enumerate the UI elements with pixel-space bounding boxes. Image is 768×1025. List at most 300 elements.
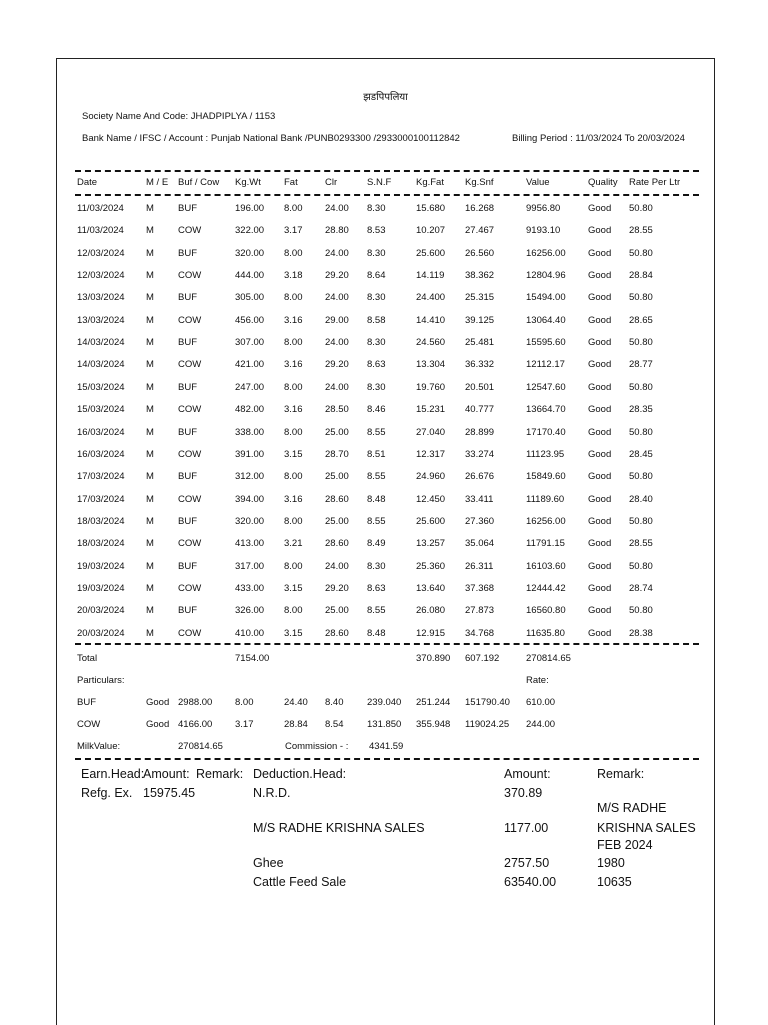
table-cell: 15.231 bbox=[416, 404, 446, 416]
table-cell: 8.64 bbox=[367, 270, 386, 282]
deduction-amount: 370.89 bbox=[504, 786, 543, 800]
col-date-header: Date bbox=[77, 177, 98, 188]
table-cell: COW bbox=[178, 225, 202, 237]
table-cell: 8.00 bbox=[284, 560, 303, 572]
table-cell: Good bbox=[588, 314, 612, 326]
table-cell: 9956.80 bbox=[526, 203, 561, 214]
table-cell: 50.80 bbox=[629, 515, 653, 527]
table-cell: 17/03/2024 bbox=[77, 471, 125, 483]
table-cell: COW bbox=[178, 627, 202, 639]
table-cell: 50.80 bbox=[629, 337, 653, 349]
col-bufcow-header: Buf / Cow bbox=[178, 177, 220, 188]
summary-cell: 131.850 bbox=[367, 719, 402, 730]
table-cell: 29.00 bbox=[325, 314, 349, 326]
table-cell: 3.18 bbox=[284, 270, 303, 282]
table-cell: 28.65 bbox=[629, 314, 653, 326]
table-cell: M bbox=[146, 225, 154, 237]
table-cell: 3.15 bbox=[284, 582, 303, 594]
deduction-remark: 10635 bbox=[597, 875, 632, 889]
deduction-remark-line: KRISHNA SALES bbox=[597, 821, 696, 835]
table-cell: 16560.80 bbox=[526, 605, 566, 617]
table-cell: 28.55 bbox=[629, 225, 653, 237]
table-cell: 40.777 bbox=[465, 404, 495, 416]
summary-cell: 251.244 bbox=[416, 697, 451, 708]
table-cell: 50.80 bbox=[629, 471, 653, 483]
table-cell: 196.00 bbox=[235, 203, 265, 214]
table-cell: Good bbox=[588, 292, 612, 304]
bill-sheet bbox=[56, 58, 715, 1025]
table-cell: 20/03/2024 bbox=[77, 627, 125, 639]
table-cell: 11123.95 bbox=[526, 448, 565, 460]
table-cell: 8.30 bbox=[367, 292, 386, 304]
deduction-remark-line: M/S RADHE bbox=[597, 801, 667, 815]
summary-cell: 355.948 bbox=[416, 719, 451, 730]
table-cell: 338.00 bbox=[235, 426, 265, 438]
table-cell: 38.362 bbox=[465, 270, 495, 282]
table-cell: M bbox=[146, 270, 154, 282]
summary-cell: 151790.40 bbox=[465, 697, 510, 708]
table-cell: 8.30 bbox=[367, 381, 386, 393]
table-cell: 24.960 bbox=[416, 471, 446, 483]
table-cell: Good bbox=[588, 359, 612, 371]
table-cell: 28.84 bbox=[629, 270, 653, 282]
table-cell: Good bbox=[588, 337, 612, 349]
table-cell: COW bbox=[178, 270, 202, 282]
table-cell: 8.30 bbox=[367, 247, 386, 259]
table-cell: 26.080 bbox=[416, 605, 446, 617]
table-cell: 24.00 bbox=[325, 381, 349, 393]
table-cell: 14.119 bbox=[416, 270, 445, 282]
table-cell: 25.00 bbox=[325, 426, 349, 438]
divider bbox=[75, 643, 699, 645]
table-cell: 50.80 bbox=[629, 381, 653, 393]
table-cell: 8.48 bbox=[367, 493, 386, 505]
table-cell: 8.00 bbox=[284, 515, 303, 527]
table-cell: 19.760 bbox=[416, 381, 446, 393]
summary-cell: 610.00 bbox=[526, 697, 556, 708]
table-cell: 12.915 bbox=[416, 627, 446, 639]
table-cell: 11635.80 bbox=[526, 627, 565, 639]
table-cell: 16103.60 bbox=[526, 560, 566, 572]
total-kgfat: 370.890 bbox=[416, 653, 451, 664]
table-cell: 14/03/2024 bbox=[77, 359, 125, 371]
table-cell: 16256.00 bbox=[526, 515, 566, 527]
table-cell: 394.00 bbox=[235, 493, 265, 505]
table-cell: 16/03/2024 bbox=[77, 448, 125, 460]
table-cell: 15/03/2024 bbox=[77, 381, 125, 393]
table-cell: COW bbox=[178, 314, 202, 326]
table-cell: Good bbox=[588, 225, 612, 237]
table-cell: 9193.10 bbox=[526, 225, 561, 237]
table-cell: 25.315 bbox=[465, 292, 495, 304]
total-kgsnf: 607.192 bbox=[465, 653, 500, 664]
table-cell: 8.00 bbox=[284, 203, 303, 214]
table-cell: 27.040 bbox=[416, 426, 446, 438]
table-cell: 307.00 bbox=[235, 337, 265, 349]
table-cell: 28.60 bbox=[325, 538, 349, 550]
commission-label: Commission - : bbox=[285, 741, 349, 752]
deduction-head: M/S RADHE KRISHNA SALES bbox=[253, 821, 425, 835]
table-cell: 37.368 bbox=[465, 582, 495, 594]
total-kgwt: 7154.00 bbox=[235, 653, 270, 664]
table-cell: Good bbox=[588, 582, 612, 594]
table-cell: 320.00 bbox=[235, 515, 265, 527]
milkvalue: 270814.65 bbox=[178, 741, 223, 752]
deduction-remark-line: FEB 2024 bbox=[597, 838, 653, 852]
table-cell: COW bbox=[178, 448, 202, 460]
table-cell: 50.80 bbox=[629, 426, 653, 438]
table-cell: 19/03/2024 bbox=[77, 582, 125, 594]
table-cell: 14/03/2024 bbox=[77, 337, 125, 349]
table-cell: 10.207 bbox=[416, 225, 446, 237]
divider bbox=[75, 758, 699, 760]
table-cell: 16.268 bbox=[465, 203, 495, 214]
table-cell: 28.50 bbox=[325, 404, 349, 416]
table-cell: 444.00 bbox=[235, 270, 265, 282]
table-cell: 11189.60 bbox=[526, 493, 565, 505]
table-cell: BUF bbox=[178, 426, 197, 438]
deduction-remark-header: Remark: bbox=[597, 767, 645, 781]
summary-cell: Good bbox=[146, 719, 170, 730]
table-cell: 26.676 bbox=[465, 471, 495, 483]
table-cell: 33.274 bbox=[465, 448, 495, 460]
table-cell: 8.63 bbox=[367, 582, 386, 594]
summary-cell: 28.84 bbox=[284, 719, 308, 730]
table-cell: Good bbox=[588, 627, 612, 639]
table-cell: 247.00 bbox=[235, 381, 265, 393]
table-cell: Good bbox=[588, 515, 612, 527]
table-cell: 326.00 bbox=[235, 605, 265, 617]
table-cell: 12.317 bbox=[416, 448, 446, 460]
summary-cell: 24.40 bbox=[284, 697, 308, 708]
table-cell: 28.74 bbox=[629, 582, 653, 594]
summary-cell: 119024.25 bbox=[465, 719, 510, 730]
col-kgwt-header: Kg.Wt bbox=[235, 177, 261, 188]
table-cell: M bbox=[146, 515, 154, 527]
table-cell: 25.481 bbox=[465, 337, 495, 349]
col-rate-header: Rate Per Ltr bbox=[629, 177, 681, 188]
table-cell: Good bbox=[588, 270, 612, 282]
table-cell: Good bbox=[588, 247, 612, 259]
table-cell: BUF bbox=[178, 560, 197, 572]
table-cell: Good bbox=[588, 404, 612, 416]
table-cell: BUF bbox=[178, 337, 197, 349]
table-cell: M bbox=[146, 471, 154, 483]
table-cell: 20/03/2024 bbox=[77, 605, 125, 617]
table-cell: 16256.00 bbox=[526, 247, 566, 259]
summary-cell: 2988.00 bbox=[178, 697, 213, 708]
table-cell: 16/03/2024 bbox=[77, 426, 125, 438]
table-cell: 24.00 bbox=[325, 560, 349, 572]
table-cell: 3.16 bbox=[284, 404, 303, 416]
table-cell: 12547.60 bbox=[526, 381, 566, 393]
table-cell: 413.00 bbox=[235, 538, 265, 550]
table-cell: 3.16 bbox=[284, 359, 303, 371]
table-cell: M bbox=[146, 247, 154, 259]
table-cell: 8.48 bbox=[367, 627, 386, 639]
table-cell: 39.125 bbox=[465, 314, 495, 326]
col-me-header: M / E bbox=[146, 177, 169, 188]
earn-amount-header: Amount: bbox=[143, 767, 190, 781]
table-cell: 12804.96 bbox=[526, 270, 566, 282]
rate-label: Rate: bbox=[526, 675, 549, 686]
table-cell: 25.00 bbox=[325, 605, 349, 617]
table-cell: M bbox=[146, 337, 154, 349]
table-cell: 8.00 bbox=[284, 471, 303, 483]
table-cell: Good bbox=[588, 448, 612, 460]
table-cell: 28.38 bbox=[629, 627, 653, 639]
table-cell: 28.45 bbox=[629, 448, 653, 460]
total-value: 270814.65 bbox=[526, 653, 571, 664]
table-cell: 421.00 bbox=[235, 359, 265, 371]
table-cell: 8.55 bbox=[367, 426, 386, 438]
table-cell: COW bbox=[178, 359, 202, 371]
summary-cell: 3.17 bbox=[235, 719, 254, 730]
table-cell: 8.58 bbox=[367, 314, 386, 326]
deduction-amount: 63540.00 bbox=[504, 875, 557, 889]
table-cell: 24.560 bbox=[416, 337, 446, 349]
table-cell: 410.00 bbox=[235, 627, 265, 639]
summary-cell: COW bbox=[77, 719, 101, 730]
table-cell: 25.600 bbox=[416, 247, 446, 259]
table-cell: 305.00 bbox=[235, 292, 265, 304]
table-cell: M bbox=[146, 560, 154, 572]
table-cell: 8.00 bbox=[284, 337, 303, 349]
table-cell: 14.410 bbox=[416, 314, 446, 326]
table-cell: 50.80 bbox=[629, 247, 653, 259]
table-cell: 391.00 bbox=[235, 448, 265, 460]
summary-cell: 8.40 bbox=[325, 697, 344, 708]
table-cell: 8.30 bbox=[367, 337, 386, 349]
table-cell: 8.30 bbox=[367, 560, 386, 572]
earn-head: Refg. Ex. bbox=[81, 786, 133, 800]
table-cell: 12/03/2024 bbox=[77, 270, 125, 282]
table-cell: 312.00 bbox=[235, 471, 265, 483]
table-cell: 12.450 bbox=[416, 493, 446, 505]
table-cell: 27.467 bbox=[465, 225, 495, 237]
table-cell: 15849.60 bbox=[526, 471, 566, 483]
earn-amount: 15975.45 bbox=[143, 786, 196, 800]
summary-cell: Good bbox=[146, 697, 170, 708]
table-cell: M bbox=[146, 538, 154, 550]
table-cell: 50.80 bbox=[629, 203, 653, 214]
table-cell: 18/03/2024 bbox=[77, 515, 125, 527]
table-cell: 8.46 bbox=[367, 404, 386, 416]
col-kgsnf-header: Kg.Snf bbox=[465, 177, 494, 188]
table-cell: M bbox=[146, 493, 154, 505]
table-cell: 456.00 bbox=[235, 314, 265, 326]
table-cell: 8.00 bbox=[284, 381, 303, 393]
table-cell: 8.00 bbox=[284, 292, 303, 304]
table-cell: 26.560 bbox=[465, 247, 495, 259]
table-cell: Good bbox=[588, 471, 612, 483]
table-cell: M bbox=[146, 314, 154, 326]
col-quality-header: Quality bbox=[588, 177, 618, 188]
table-cell: 27.360 bbox=[465, 515, 495, 527]
milkvalue-label: MilkValue: bbox=[77, 741, 121, 752]
table-cell: 8.53 bbox=[367, 225, 386, 237]
table-cell: 8.55 bbox=[367, 471, 386, 483]
table-cell: M bbox=[146, 203, 154, 214]
table-cell: 28.899 bbox=[465, 426, 495, 438]
table-cell: M bbox=[146, 627, 154, 639]
table-cell: 13.304 bbox=[416, 359, 446, 371]
table-cell: 15494.00 bbox=[526, 292, 566, 304]
table-cell: 50.80 bbox=[629, 292, 653, 304]
table-cell: BUF bbox=[178, 515, 197, 527]
table-cell: 15.680 bbox=[416, 203, 446, 214]
table-cell: 25.00 bbox=[325, 515, 349, 527]
col-clr-header: Clr bbox=[325, 177, 338, 188]
table-cell: 15595.60 bbox=[526, 337, 566, 349]
col-kgfat-header: Kg.Fat bbox=[416, 177, 444, 188]
table-cell: 482.00 bbox=[235, 404, 265, 416]
bank-details: Bank Name / IFSC / Account : Punjab National Bank /PUNB0293300 /2933000100112842 bbox=[82, 133, 460, 144]
table-cell: 17/03/2024 bbox=[77, 493, 125, 505]
deduction-head-header: Deduction.Head: bbox=[253, 767, 347, 781]
table-cell: 3.15 bbox=[284, 448, 303, 460]
table-cell: BUF bbox=[178, 381, 197, 393]
table-cell: 320.00 bbox=[235, 247, 265, 259]
table-cell: 322.00 bbox=[235, 225, 265, 237]
table-cell: 433.00 bbox=[235, 582, 265, 594]
table-cell: 29.20 bbox=[325, 270, 349, 282]
table-cell: 11/03/2024 bbox=[77, 203, 124, 214]
table-cell: 13/03/2024 bbox=[77, 292, 125, 304]
table-cell: 28.60 bbox=[325, 493, 349, 505]
table-cell: M bbox=[146, 381, 154, 393]
table-cell: 29.20 bbox=[325, 582, 349, 594]
table-cell: 12444.42 bbox=[526, 582, 566, 594]
table-cell: M bbox=[146, 582, 154, 594]
table-cell: 11/03/2024 bbox=[77, 225, 124, 237]
table-cell: 26.311 bbox=[465, 560, 494, 572]
deduction-remark: 1980 bbox=[597, 856, 625, 870]
table-cell: BUF bbox=[178, 247, 197, 259]
table-cell: BUF bbox=[178, 605, 197, 617]
deduction-amount-header: Amount: bbox=[504, 767, 551, 781]
table-cell: 8.00 bbox=[284, 605, 303, 617]
table-cell: 28.40 bbox=[629, 493, 653, 505]
table-cell: 24.400 bbox=[416, 292, 446, 304]
table-cell: 33.411 bbox=[465, 493, 494, 505]
table-cell: 28.60 bbox=[325, 627, 349, 639]
table-cell: Good bbox=[588, 538, 612, 550]
table-cell: 24.00 bbox=[325, 292, 349, 304]
table-cell: 24.00 bbox=[325, 247, 349, 259]
deduction-head: N.R.D. bbox=[253, 786, 291, 800]
table-cell: 13.257 bbox=[416, 538, 446, 550]
table-cell: 13.640 bbox=[416, 582, 446, 594]
table-cell: 50.80 bbox=[629, 605, 653, 617]
deduction-head: Cattle Feed Sale bbox=[253, 875, 347, 889]
table-cell: 15/03/2024 bbox=[77, 404, 125, 416]
table-cell: 25.600 bbox=[416, 515, 446, 527]
table-cell: 8.63 bbox=[367, 359, 386, 371]
summary-cell: BUF bbox=[77, 697, 96, 708]
col-fat-header: Fat bbox=[284, 177, 298, 188]
summary-cell: 244.00 bbox=[526, 719, 556, 730]
table-cell: 17170.40 bbox=[526, 426, 566, 438]
table-cell: 13/03/2024 bbox=[77, 314, 125, 326]
table-cell: 317.00 bbox=[235, 560, 265, 572]
table-cell: 28.55 bbox=[629, 538, 653, 550]
table-cell: 36.332 bbox=[465, 359, 495, 371]
table-cell: 18/03/2024 bbox=[77, 538, 125, 550]
col-snf-header: S.N.F bbox=[367, 177, 392, 188]
total-label: Total bbox=[77, 653, 98, 664]
table-cell: Good bbox=[588, 381, 612, 393]
deduction-amount: 1177.00 bbox=[504, 821, 549, 835]
table-cell: BUF bbox=[178, 292, 197, 304]
summary-cell: 8.54 bbox=[325, 719, 344, 730]
table-cell: 20.501 bbox=[465, 381, 495, 393]
table-cell: Good bbox=[588, 605, 612, 617]
table-cell: 3.17 bbox=[284, 225, 303, 237]
divider bbox=[75, 170, 699, 172]
table-cell: 25.360 bbox=[416, 560, 446, 572]
society-title: झडपिपलिया bbox=[363, 92, 408, 103]
table-cell: 3.16 bbox=[284, 314, 303, 326]
table-cell: Good bbox=[588, 426, 612, 438]
table-cell: 50.80 bbox=[629, 560, 653, 572]
earn-remark-header: Remark: bbox=[196, 767, 244, 781]
table-cell: COW bbox=[178, 538, 202, 550]
summary-cell: 4166.00 bbox=[178, 719, 213, 730]
deduction-head: Ghee bbox=[253, 856, 284, 870]
table-cell: 24.00 bbox=[325, 203, 349, 214]
table-cell: 13664.70 bbox=[526, 404, 566, 416]
society-name: Society Name And Code: JHADPIPLYA / 1153 bbox=[82, 111, 276, 122]
table-cell: M bbox=[146, 448, 154, 460]
divider bbox=[75, 194, 699, 196]
table-cell: M bbox=[146, 404, 154, 416]
summary-cell: 8.00 bbox=[235, 697, 254, 708]
particulars-label: Particulars: bbox=[77, 675, 125, 686]
table-cell: 35.064 bbox=[465, 538, 495, 550]
table-cell: 34.768 bbox=[465, 627, 495, 639]
table-cell: M bbox=[146, 359, 154, 371]
table-cell: 8.55 bbox=[367, 515, 386, 527]
table-cell: 3.16 bbox=[284, 493, 303, 505]
commission-value: 4341.59 bbox=[369, 741, 404, 752]
table-cell: 12112.17 bbox=[526, 359, 565, 371]
table-cell: 8.55 bbox=[367, 605, 386, 617]
billing-period: Billing Period : 11/03/2024 To 20/03/2024 bbox=[512, 133, 685, 144]
table-cell: COW bbox=[178, 493, 202, 505]
summary-cell: 239.040 bbox=[367, 697, 402, 708]
table-cell: 8.00 bbox=[284, 247, 303, 259]
table-cell: BUF bbox=[178, 203, 197, 214]
table-cell: Good bbox=[588, 560, 612, 572]
table-cell: 19/03/2024 bbox=[77, 560, 125, 572]
table-cell: 11791.15 bbox=[526, 538, 565, 550]
table-cell: 28.35 bbox=[629, 404, 653, 416]
table-cell: 28.70 bbox=[325, 448, 349, 460]
table-cell: BUF bbox=[178, 471, 197, 483]
table-cell: 3.15 bbox=[284, 627, 303, 639]
table-cell: 8.00 bbox=[284, 426, 303, 438]
table-cell: 25.00 bbox=[325, 471, 349, 483]
deduction-amount: 2757.50 bbox=[504, 856, 550, 870]
table-cell: 12/03/2024 bbox=[77, 247, 125, 259]
table-cell: 24.00 bbox=[325, 337, 349, 349]
col-value-header: Value bbox=[526, 177, 550, 188]
table-cell: M bbox=[146, 605, 154, 617]
table-cell: M bbox=[146, 426, 154, 438]
table-cell: 28.77 bbox=[629, 359, 653, 371]
table-cell: M bbox=[146, 292, 154, 304]
